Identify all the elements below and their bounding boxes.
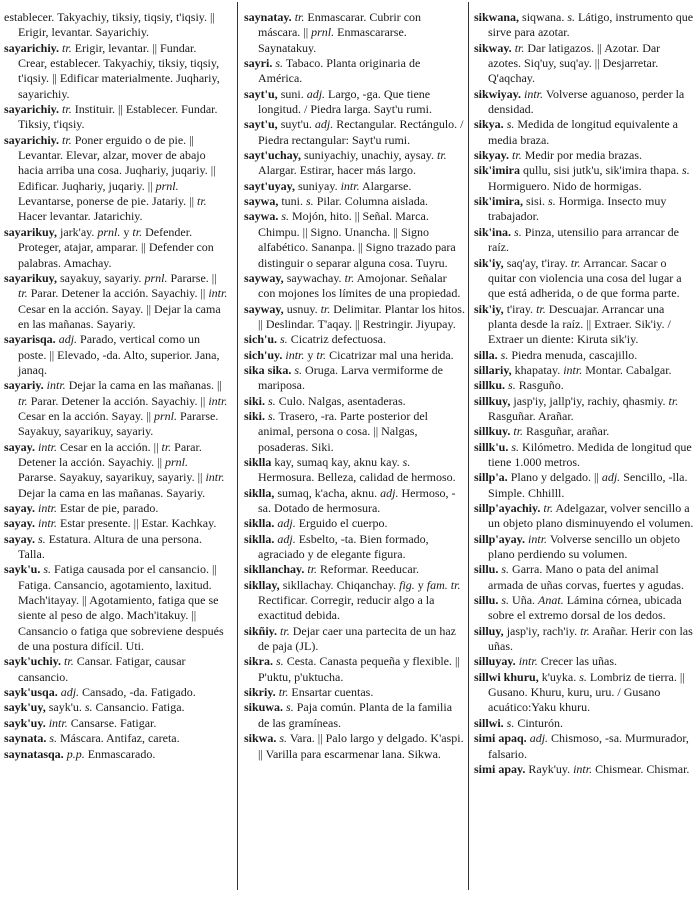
entry-definition: tuni. s. Pilar. Columna aislada. <box>281 194 429 209</box>
entry-definition: s. Vara. || Palo largo y delgado. K'aspi. || Varilla para escarmenar lana. Sikwa. <box>258 731 464 761</box>
entry-definition: jasp'iy, rach'iy. tr. Arañar. Herir con las uñas. <box>488 623 693 654</box>
dictionary-entry <box>4 102 228 133</box>
entry-headword: simi apay. <box>474 761 526 776</box>
dictionary-entry <box>474 163 696 194</box>
entry-definition: tr. Poner erguido o de pie. || Levantar. Elevar, alzar, mover de abajo hacia arriba una cosa. Juqhariy, juqariy. || Edificar. Juqhariy, juqariy. || prnl. Levantarse, ponerse de pie. Jatariy. || tr. Hacer levantar. Jatarichiy. <box>18 132 216 224</box>
entry-headword: sillu. <box>474 562 499 577</box>
entry-definition: s. Tabaco. Planta originaria de América. <box>258 56 421 86</box>
dictionary-entry <box>4 133 228 225</box>
entry-headword: sayk'usqa. <box>4 685 58 700</box>
entry-definition: jasp'iy, jallp'iy, rachiy, qhasmiy. tr. Rasguñar. Arañar. <box>488 393 679 423</box>
entry-headword: sillk'u. <box>474 439 509 454</box>
entry-headword: sayariy. <box>4 378 44 393</box>
entry-definition: s. Paja común. Planta de la familia de las gramíneas. <box>258 700 453 730</box>
entry-definition: tr. Enmascarar. Cubrir con máscara. || prnl. Enmascararse. Saynatakuy. <box>258 10 422 55</box>
entry-headword: sayk'uchiy. <box>4 654 62 669</box>
entry-definition: s. Piedra menuda, cascajillo. <box>500 347 638 362</box>
entry-headword: sikway. <box>474 40 512 55</box>
entry-definition: s. Fatiga causada por el cansancio. || Fatiga. Cansancio, agotamiento, laxitud. Mach'itayay. || Agotamiento, fatiga que se siente al peso de algo. Mach'itakuy. || Cansancio o fatiga que sobreviene después de una postura difícil. Uti. <box>18 562 224 654</box>
entry-headword: sikwana, <box>474 10 520 24</box>
dictionary-entry <box>474 624 696 655</box>
entry-headword: sayarikuy, <box>4 224 58 239</box>
dictionary-entry <box>4 501 228 516</box>
entry-definition: qullu, sisi jutk'u, sik'imira thapa. s. Hormiguero. Nido de hormigas. <box>488 163 690 193</box>
entry-definition: intr. Estar presente. || Estar. Kachkay. <box>38 516 217 531</box>
dictionary-entry <box>4 440 228 501</box>
entry-headword: silla. <box>474 347 498 362</box>
dictionary-entry <box>244 302 466 333</box>
entry-headword: sayway, <box>244 301 284 316</box>
entry-definition: s. Trasero, -ra. Parte posterior del animal, persona o cosa. || Nalgas, posaderas. Siki. <box>258 408 429 454</box>
dictionary-entry <box>474 302 696 348</box>
entry-headword: sikllanchay. <box>244 562 305 577</box>
entry-headword: sikya. <box>474 117 504 132</box>
dictionary-entry <box>244 348 466 363</box>
dictionary-entry <box>244 700 466 731</box>
dictionary-entry <box>474 470 696 501</box>
entry-definition: t'iray. tr. Descuajar. Arrancar una planta desde la raíz. || Extraer. Sik'iy. / Extraer un diente: Kiruta sik'iy. <box>488 301 671 347</box>
entry-definition: s. Rasguño. <box>508 378 564 393</box>
entry-definition: intr. Crecer las uñas. <box>518 654 618 669</box>
entry-headword: sikyay. <box>474 148 510 163</box>
dictionary-entry <box>474 424 696 439</box>
dictionary-entry <box>474 225 696 256</box>
entry-definition: Rayk'uy. intr. Chismear. Chismar. <box>528 761 690 776</box>
column-divider-1 <box>237 2 238 890</box>
dictionary-entry <box>244 148 466 179</box>
entry-headword: sayt'u, <box>244 117 278 132</box>
entry-headword: sayri. <box>244 56 273 71</box>
entry-headword: sillp'ayachiy. <box>474 501 541 515</box>
entry-headword: siklla <box>244 454 272 469</box>
dictionary-entry <box>474 716 696 731</box>
entry-definition: intr. y tr. Cicatrizar mal una herida. <box>285 347 454 362</box>
entry-headword: sich'u. <box>244 332 278 347</box>
dictionary-entry <box>474 117 696 148</box>
entry-headword: silluyay. <box>474 654 516 669</box>
entry-definition: s. Medida de longitud equivalente a media braza. <box>488 117 678 147</box>
entry-headword: simi apaq. <box>474 731 527 746</box>
dictionary-entry <box>474 87 696 118</box>
entry-headword: sika sika. <box>244 362 292 377</box>
entry-headword: sayarikuy, <box>4 270 58 285</box>
dictionary-entry <box>244 409 466 455</box>
entry-definition: s. Cicatriz defectuosa. <box>280 332 386 347</box>
dictionary-entry <box>4 10 228 41</box>
dictionary-entry <box>244 363 466 394</box>
entry-headword: sillku. <box>474 378 506 393</box>
entry-headword: sik'imira <box>474 163 521 178</box>
dictionary-entry <box>4 562 228 654</box>
entry-definition: tr. Adelgazar, volver sencillo a un objeto plano disminuyendo el volumen. <box>488 501 694 531</box>
entry-headword: sayay. <box>4 501 36 515</box>
entry-headword: sillu. <box>474 593 499 608</box>
entry-definition: saq'ay, t'iray. tr. Arrancar. Sacar o quitar con violencia una cosa del lugar a que está adherida, o de que forma parte. <box>488 255 682 301</box>
dictionary-entry <box>474 10 696 41</box>
entry-headword: saynatasqa. <box>4 746 64 761</box>
entry-definition: s. Uña. Anat. Lámina córnea, ubicada sobre el extremo dorsal de los dedos. <box>488 593 682 623</box>
dictionary-entry <box>4 378 228 439</box>
entry-headword: sayt'uyay, <box>244 178 296 193</box>
entry-headword: sillkuy. <box>474 424 511 439</box>
entry-definition: suni. adj. Largo, -ga. Que tiene longitud. / Piedra larga. Sayt'u rumi. <box>258 86 432 117</box>
entry-headword: sillariy, <box>474 362 512 377</box>
entry-definition: s. Mojón, hito. || Señal. Marca. Chimpu. || Signo. Unancha. || Signo alfabético. Sananpa. || Signo trazado para distinguir o separar alguna cosa. Tuyru. <box>258 209 456 270</box>
dictionary-entry <box>474 440 696 471</box>
entry-definition: s. Kilómetro. Medida de longitud que tiene 1.000 metros. <box>488 439 692 469</box>
dictionary-entry <box>474 532 696 563</box>
dictionary-entry <box>474 562 696 593</box>
entry-definition: tr. Medir por media brazas. <box>512 148 643 163</box>
entry-headword: sayt'uchay, <box>244 148 302 163</box>
entry-definition: sumaq, k'acha, aknu. adj. Hermoso, -sa. Dotado de hermosura. <box>258 485 456 515</box>
entry-definition: adj. Erguido el cuerpo. <box>277 516 388 531</box>
entry-headword: sik'iy, <box>474 301 504 316</box>
entry-definition: intr. Volverse aguanoso, perder la densidad. <box>488 86 685 117</box>
entry-definition: tr. Dejar caer una partecita de un haz de paja (JL). <box>258 623 456 654</box>
entry-definition: s. Pinza, utensilio para arrancar de raíz. <box>488 224 679 255</box>
dictionary-entry <box>4 332 228 378</box>
entry-definition: adj. Cansado, -da. Fatigado. <box>60 685 196 700</box>
dictionary-entry <box>4 716 228 731</box>
dictionary-entry <box>474 148 696 163</box>
entry-definition: tr. Cansar. Fatigar, causar cansancio. <box>18 654 186 684</box>
entry-headword: siki. <box>244 393 266 408</box>
entry-definition: s. Oruga. Larva vermiforme de mariposa. <box>258 362 443 393</box>
entry-definition: tr. Ensartar cuentas. <box>278 685 374 700</box>
entry-definition: intr. Dejar la cama en las mañanas. || tr. Parar. Detener la acción. Sayachiy. || intr. Cesar en la acción. Sayay. || prnl. Pararse. Sayakuy, sayarikuy, sayariy. <box>18 378 228 439</box>
dictionary-entry <box>244 654 466 685</box>
dictionary-entry <box>474 762 696 777</box>
dictionary-entry <box>244 56 466 87</box>
dictionary-entry <box>244 332 466 347</box>
entry-headword: sayay. <box>4 439 36 454</box>
entry-headword: siklla, <box>244 485 275 500</box>
dictionary-entry <box>244 562 466 577</box>
entry-definition: intr. Cansarse. Fatigar. <box>48 715 157 730</box>
entry-definition: usnuy. tr. Delimitar. Plantar los hitos. || Deslindar. T'aqay. || Restringir. Jiyupay. <box>258 301 465 331</box>
entry-headword: sayway, <box>244 270 284 285</box>
entry-headword: sayarichiy. <box>4 102 60 117</box>
entry-definition: k'uyka. s. Lombriz de tierra. || Gusano. Khuru, kuru, uru. / Gusano acuático:Yaku khuru. <box>488 669 685 715</box>
dictionary-entry <box>474 501 696 532</box>
entry-headword: sillwi. <box>474 715 504 730</box>
entry-headword: silluy, <box>474 623 504 638</box>
dictionary-entry <box>244 455 466 486</box>
entry-definition: s. Máscara. Antifaz, careta. <box>49 731 180 746</box>
entry-headword: sillkuy, <box>474 393 511 408</box>
dictionary-entry <box>4 685 228 700</box>
entry-definition: s. Garra. Mano o pata del animal armada de uñas corvas, fuertes y agudas. <box>488 562 684 592</box>
dictionary-entry <box>244 685 466 700</box>
entry-definition: tr. Instituir. || Establecer. Fundar. Tiksiy, t'iqsiy. <box>18 102 218 132</box>
dictionary-entry <box>244 731 466 762</box>
entry-definition: tr. Reformar. Reeducar. <box>307 562 420 577</box>
dictionary-entry <box>474 256 696 302</box>
dictionary-entry <box>4 516 228 531</box>
dictionary-entry <box>244 578 466 624</box>
dictionary-entry <box>4 700 228 715</box>
entry-headword: sikra. <box>244 654 274 669</box>
entry-definition: s. Cinturón. <box>506 715 564 730</box>
dictionary-entry <box>244 87 466 118</box>
dictionary-entry <box>4 225 228 271</box>
entry-headword: sik'ina. <box>474 224 512 239</box>
entry-definition: tr. Erigir, levantar. || Fundar. Crear, establecer. Takyachiy, tiksiy, tiqsiy, t'iqsiy. || Edificar materialmente. Juqhariy, sayarichiy. <box>18 40 220 101</box>
entry-definition: suniyay. intr. Alargarse. <box>298 178 412 193</box>
entry-definition: adj. Esbelto, -ta. Bien formado, agraciado y de elegante figura. <box>258 531 429 562</box>
dictionary-entry <box>244 516 466 531</box>
entry-headword: saywa. <box>244 209 279 224</box>
entry-headword: siki. <box>244 408 266 423</box>
column-divider-2 <box>468 2 469 890</box>
dictionary-entry <box>474 194 696 225</box>
entry-definition: s. Cesta. Canasta pequeña y flexible. || P'uktu, p'uktucha. <box>258 654 460 684</box>
dictionary-entry <box>4 41 228 102</box>
entry-headword: sik'iy, <box>474 255 504 270</box>
dictionary-entry <box>474 593 696 624</box>
entry-headword: sayarichiy. <box>4 40 60 55</box>
entry-definition: sikllachay. Chiqanchay. fig. y fam. tr. Rectificar. Corregir, reducir algo a la exactitud debida. <box>258 577 461 623</box>
dictionary-entry <box>474 41 696 87</box>
entry-headword: sik'imira, <box>474 194 524 209</box>
entry-definition: Plano y delgado. || adj. Sencillo, -lla. Simple. Chhilll. <box>488 470 688 500</box>
entry-definition: p.p. Enmascarado. <box>66 746 156 761</box>
dictionary-entry <box>474 378 696 393</box>
dictionary-entry <box>474 394 696 425</box>
dictionary-entry <box>474 654 696 669</box>
dictionary-entry <box>244 10 466 56</box>
entry-definition: sayk'u. s. Cansancio. Fatiga. <box>48 700 185 715</box>
entry-definition: intr. Estar de pie, parado. <box>38 501 159 515</box>
entry-definition: adj. Parado, vertical como un poste. || Elevado, -da. Alto, superior. Jana, janaq. <box>18 332 220 377</box>
entry-definition: sisi. s. Hormiga. Insecto muy trabajador. <box>488 194 667 224</box>
dictionary-entry <box>244 624 466 655</box>
dictionary-entry <box>4 731 228 746</box>
entry-definition: khapatay. intr. Montar. Cabalgar. <box>514 362 672 377</box>
entry-definition: tr. Rasguñar, arañar. <box>513 424 610 439</box>
entry-headword: sich'uy. <box>244 347 283 362</box>
entry-definition: s. Estatura. Altura de una persona. Talla. <box>18 531 202 562</box>
entry-definition: kay, sumaq kay, aknu kay. s. Hermosura. Belleza, calidad de hermoso. <box>258 454 456 485</box>
dictionary-entry <box>4 747 228 762</box>
entry-headword: siklla. <box>244 516 275 531</box>
column-1 <box>4 10 228 762</box>
entry-definition: establecer. Takyachiy, tiksiy, tiqsiy, t'iqsiy. || Erigir, levantar. Sayarichiy. <box>4 10 215 40</box>
entry-headword: saynatay. <box>244 10 292 24</box>
entry-headword: sayk'uy. <box>4 715 46 730</box>
dictionary-entry <box>244 394 466 409</box>
entry-definition: intr. Cesar en la acción. || tr. Parar. Detener la acción. Sayachiy. || prnl. Pararse. Sayakuy, sayarikuy, sayariy. || intr. Dejar la cama en las mañanas. Sayariy. <box>18 439 225 500</box>
entry-definition: saywachay. tr. Amojonar. Señalar con mojones los límites de una propiedad. <box>258 270 461 301</box>
entry-headword: siklla. <box>244 531 275 546</box>
dictionary-entry <box>474 670 696 716</box>
dictionary-entry <box>4 271 228 332</box>
entry-definition: intr. Volverse sencillo un objeto plano perdiendo su volumen. <box>488 531 680 562</box>
dictionary-entry <box>4 532 228 563</box>
entry-headword: sayk'u. <box>4 562 41 577</box>
dictionary-entry <box>244 179 466 194</box>
entry-headword: sillp'ayay. <box>474 531 526 546</box>
dictionary-entry <box>4 654 228 685</box>
entry-headword: sikwa. <box>244 731 277 746</box>
entry-headword: sayay. <box>4 516 36 531</box>
dictionary-entry <box>244 194 466 209</box>
dictionary-entry <box>244 209 466 270</box>
entry-headword: sikllay, <box>244 577 280 592</box>
entry-definition: jark'ay. prnl. y tr. Defender. Proteger, atajar, amparar. || Defender con palabras. Amachay. <box>18 224 214 270</box>
dictionary-entry <box>244 117 466 148</box>
dictionary-entry <box>474 348 696 363</box>
entry-headword: saynata. <box>4 731 47 746</box>
entry-headword: sikñiy. <box>244 623 278 638</box>
entry-definition: suyt'u. adj. Rectangular. Rectángulo. / Piedra rectangular: Sayt'u rumi. <box>258 117 464 147</box>
entry-definition: siqwana. s. Látigo, instrumento que sirve para azotar. <box>488 10 694 40</box>
entry-headword: sillwi khuru, <box>474 669 539 684</box>
entry-headword: sayt'u, <box>244 86 278 101</box>
entry-headword: saywa, <box>244 194 279 209</box>
entry-definition: tr. Dar latigazos. || Azotar. Dar azotes. Siq'uy, suq'ay. || Desjarretar. Q'aqchay. <box>488 40 661 86</box>
entry-definition: sayakuy, sayariy. prnl. Pararse. || tr. Parar. Detener la acción. Sayachiy. || intr. Cesar en la acción. Sayay. || Dejar la cama en las mañanas. Sayariy. <box>18 270 228 331</box>
dictionary-entry <box>244 532 466 563</box>
entry-headword: sillp'a. <box>474 470 508 485</box>
entry-headword: sayk'uy, <box>4 700 46 715</box>
entry-headword: sikwiyay. <box>474 86 522 101</box>
dictionary-entry <box>244 271 466 302</box>
entry-definition: suniyachiy, unachiy, aysay. tr. Alargar. Estirar, hacer más largo. <box>258 148 447 178</box>
entry-headword: sayay. <box>4 531 36 546</box>
entry-headword: sikuwa. <box>244 700 284 715</box>
entry-headword: sayarichiy. <box>4 132 60 147</box>
column-2 <box>244 10 466 762</box>
dictionary-entry <box>474 363 696 378</box>
entry-headword: sikriy. <box>244 685 276 700</box>
column-3 <box>474 10 696 777</box>
entry-headword: sayarisqa. <box>4 332 56 347</box>
dictionary-entry <box>474 731 696 762</box>
entry-definition: adj. Chismoso, -sa. Murmurador, falsario. <box>488 731 689 761</box>
dictionary-entry <box>244 486 466 517</box>
entry-definition: s. Culo. Nalgas, asentaderas. <box>268 393 406 408</box>
